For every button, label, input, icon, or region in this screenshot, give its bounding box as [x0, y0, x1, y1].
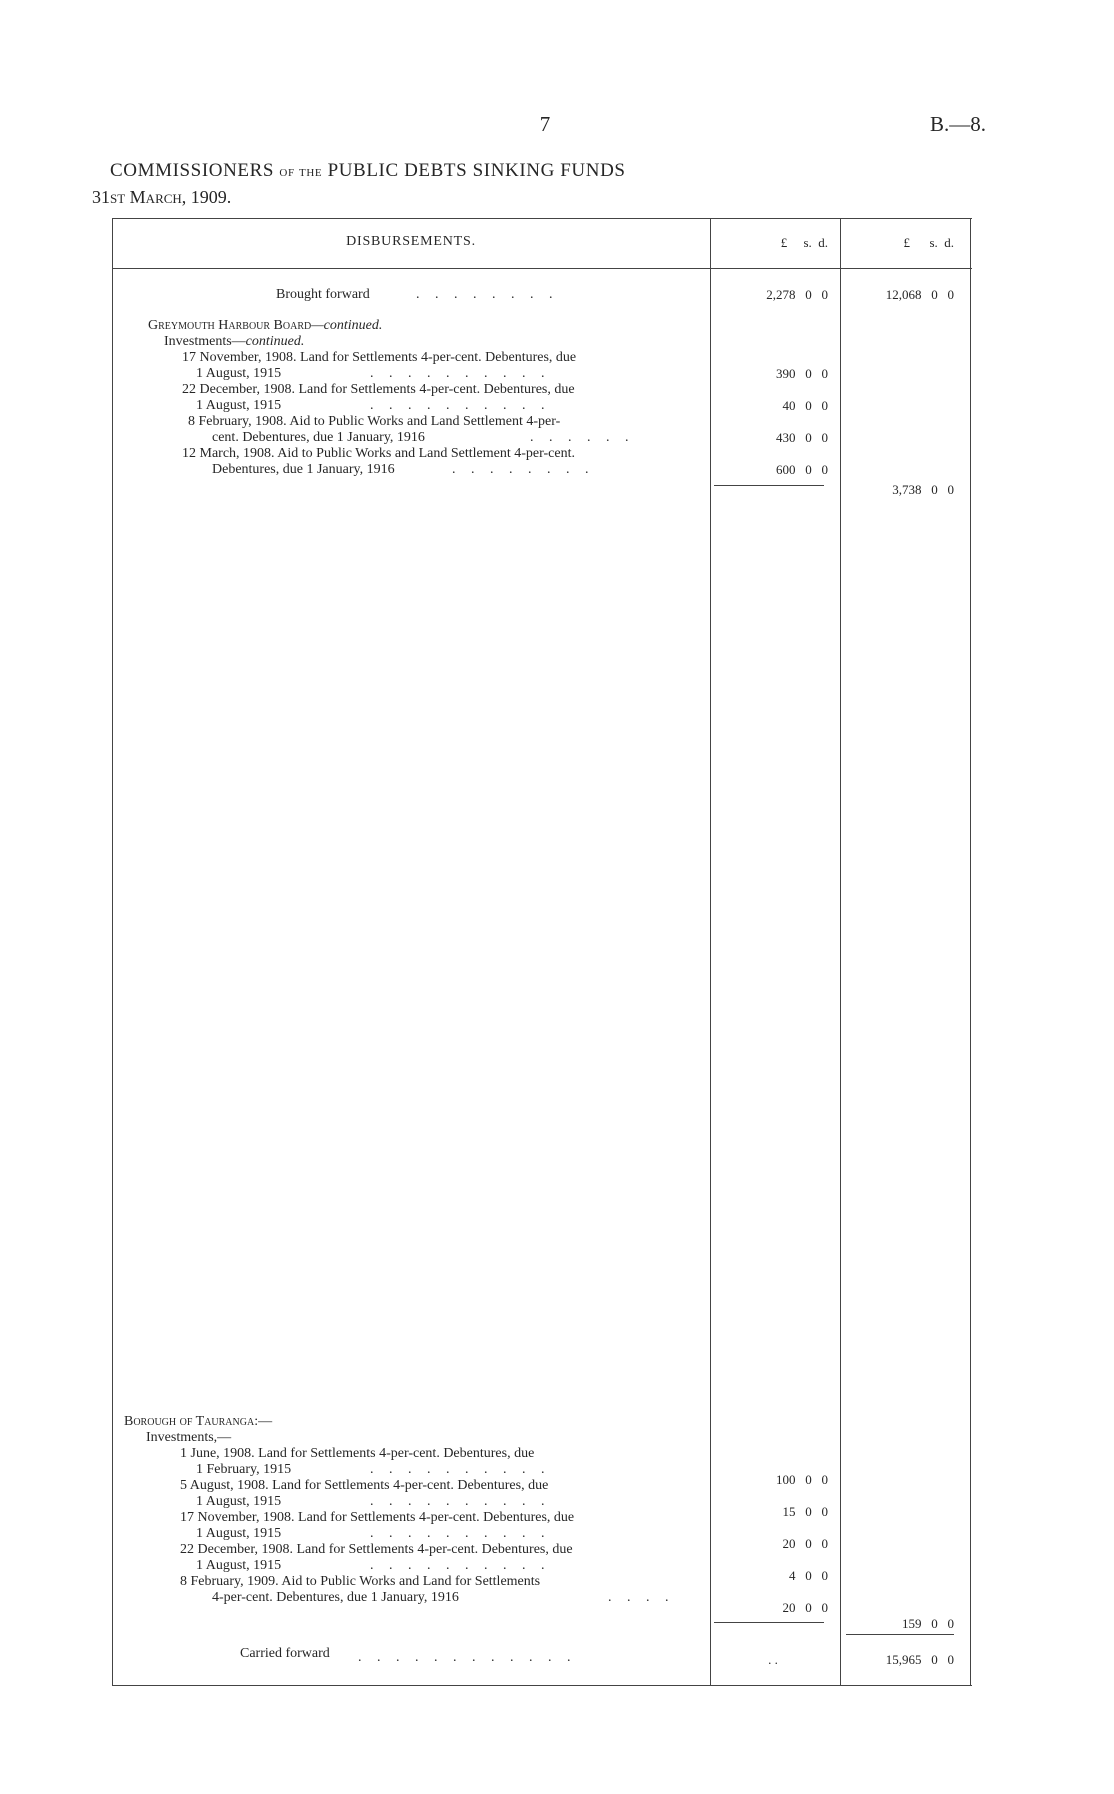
- col2-header: £ s. d.: [903, 235, 954, 250]
- greymouth-entry-1-line2: 1 August, 1915: [196, 366, 282, 381]
- col2-sum-rule: [846, 1634, 954, 1635]
- tauranga-entry-1-leaders: . . . . . . . . . .: [370, 1462, 551, 1477]
- table-right-border: [970, 218, 971, 1686]
- tauranga-entry-1-amount: 100 0 0: [776, 1472, 828, 1487]
- table-top-rule: [112, 218, 972, 219]
- greymouth-entry-4-leaders: . . . . . . . .: [452, 462, 595, 477]
- column-divider-1: [710, 218, 711, 1686]
- tauranga-total: 159 0 0: [902, 1616, 954, 1631]
- carried-forward-col1: . .: [768, 1652, 778, 1667]
- greymouth-entry-2-leaders: . . . . . . . . . .: [370, 398, 551, 413]
- greymouth-entry-2-line1: 22 December, 1908. Land for Settlements 4-per-cent. Debentures, due: [182, 382, 575, 397]
- tauranga-entry-4-leaders: . . . . . . . . . .: [370, 1558, 551, 1573]
- tauranga-subheading: Investments,—: [146, 1430, 232, 1445]
- tauranga-entry-2-leaders: . . . . . . . . . .: [370, 1494, 551, 1509]
- col1-header: £ s. d.: [780, 235, 828, 250]
- tauranga-entry-5-leaders: . . . .: [608, 1590, 675, 1605]
- column-divider-2: [840, 218, 841, 1686]
- title-part-2: of the: [279, 164, 323, 180]
- greymouth-entry-3-line1: 8 February, 1908. Aid to Public Works and Land Settlement 4-per-: [188, 414, 561, 429]
- tauranga-entry-5-line1: 8 February, 1909. Aid to Public Works and Land for Settlements: [180, 1574, 541, 1589]
- tauranga-subtotal-rule: [714, 1622, 824, 1623]
- greymouth-entry-4-line2: Debentures, due 1 January, 1916: [212, 462, 395, 477]
- carried-forward-label: Carried forward: [240, 1646, 330, 1661]
- section-heading-tauranga: [124, 1414, 272, 1430]
- brought-forward-leaders: . . . . . . . .: [416, 287, 559, 302]
- carried-forward-col2: 15,965 0 0: [885, 1652, 954, 1667]
- section-heading-greymouth: [148, 318, 382, 334]
- brought-forward-col2: 12,068 0 0: [885, 287, 954, 302]
- greymouth-subtotal-rule: [714, 485, 824, 486]
- greymouth-entry-1-line1: 17 November, 1908. Land for Settlements 4-per-cent. Debentures, due: [182, 350, 577, 365]
- carried-forward-leaders: . . . . . . . . . . . .: [358, 1650, 577, 1665]
- tauranga-heading-suffix: :—: [254, 1414, 273, 1429]
- tauranga-entry-5-amount: 20 0 0: [782, 1600, 828, 1615]
- tauranga-entry-1-line2: 1 February, 1915: [196, 1462, 292, 1477]
- page-title: [110, 160, 626, 182]
- tauranga-heading: Borough of Tauranga: [124, 1414, 255, 1429]
- tauranga-entry-2-line2: 1 August, 1915: [196, 1494, 282, 1509]
- greymouth-entry-3-leaders: . . . . . .: [530, 430, 635, 445]
- table-left-border: [112, 218, 113, 1686]
- title-part-3: PUBLIC DEBTS SINKING FUNDS: [322, 160, 626, 181]
- page-number: 7: [539, 112, 551, 136]
- greymouth-entry-4-amount: 600 0 0: [776, 462, 828, 477]
- brought-forward-col1: 2,278 0 0: [766, 287, 828, 302]
- title-part-1: COMMISSIONERS: [110, 160, 280, 181]
- brought-forward-label: Brought forward: [276, 287, 370, 302]
- greymouth-entry-1-leaders: . . . . . . . . . .: [370, 366, 551, 381]
- greymouth-total: 3,738 0 0: [892, 482, 954, 497]
- greymouth-subheading-label: Investments—: [164, 334, 246, 349]
- greymouth-entry-2-amount: 40 0 0: [782, 398, 828, 413]
- tauranga-entry-4-line2: 1 August, 1915: [196, 1558, 282, 1573]
- tauranga-entry-2-amount: 15 0 0: [782, 1504, 828, 1519]
- tauranga-entry-2-line1: 5 August, 1908. Land for Settlements 4-per-cent. Debentures, due: [180, 1478, 549, 1493]
- header-rule: [112, 268, 972, 269]
- greymouth-entry-2-line2: 1 August, 1915: [196, 398, 282, 413]
- greymouth-entry-3-line2: cent. Debentures, due 1 January, 1916: [212, 430, 425, 445]
- tauranga-entry-4-amount: 4 0 0: [789, 1568, 828, 1583]
- greymouth-entry-4-line1: 12 March, 1908. Aid to Public Works and Land Settlement 4-per-cent.: [182, 446, 575, 461]
- tauranga-entry-3-line1: 17 November, 1908. Land for Settlements 4-per-cent. Debentures, due: [180, 1510, 575, 1525]
- page-date: 31st March, 1909.: [92, 187, 232, 207]
- tauranga-entry-4-line1: 22 December, 1908. Land for Settlements 4-per-cent. Debentures, due: [180, 1542, 573, 1557]
- tauranga-entry-3-amount: 20 0 0: [782, 1536, 828, 1551]
- greymouth-subheading: [164, 334, 304, 350]
- brought-forward-row: [276, 287, 370, 303]
- tauranga-entry-3-line2: 1 August, 1915: [196, 1526, 282, 1541]
- greymouth-entry-1-amount: 390 0 0: [776, 366, 828, 381]
- tauranga-entry-3-leaders: . . . . . . . . . .: [370, 1526, 551, 1541]
- tauranga-entry-5-line2: 4-per-cent. Debentures, due 1 January, 1916: [212, 1590, 459, 1605]
- greymouth-heading: Greymouth Harbour Board: [148, 318, 312, 333]
- document-reference: B.—8.: [929, 112, 986, 136]
- greymouth-heading-suffix: —continued.: [311, 318, 383, 333]
- greymouth-entry-3-amount: 430 0 0: [776, 430, 828, 445]
- greymouth-subheading-suffix: continued.: [245, 334, 305, 349]
- disbursements-header: DISBURSEMENTS.: [346, 234, 476, 249]
- tauranga-entry-1-line1: 1 June, 1908. Land for Settlements 4-per-cent. Debentures, due: [180, 1446, 535, 1461]
- table-bottom-rule: [112, 1685, 972, 1686]
